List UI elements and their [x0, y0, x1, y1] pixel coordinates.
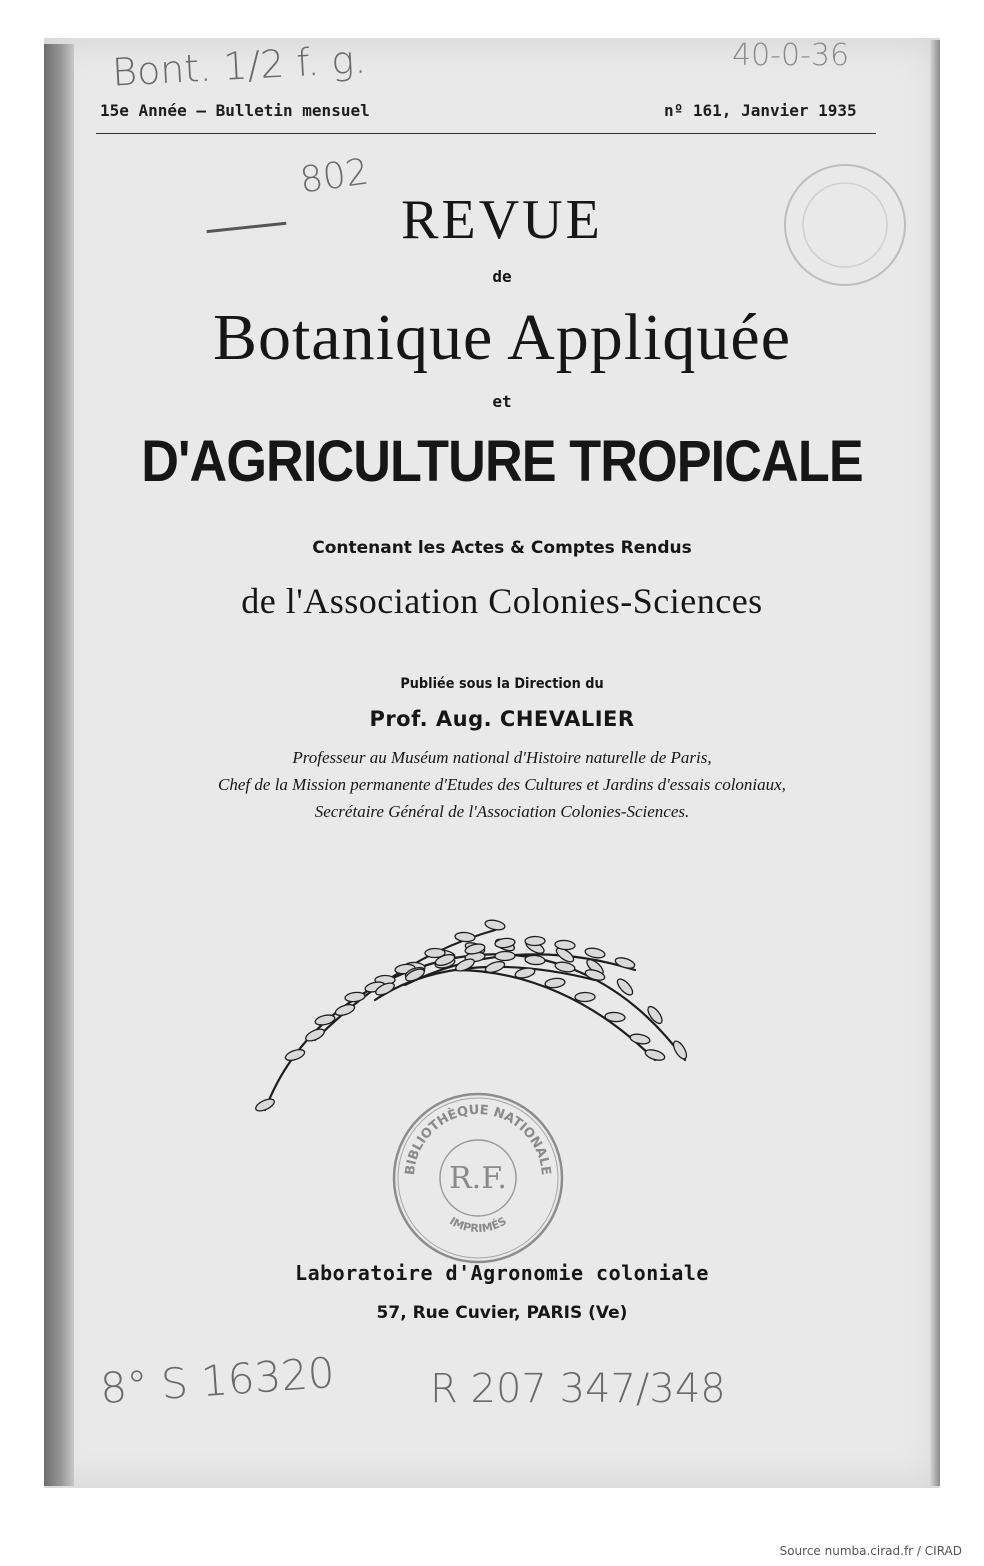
publisher-name: Laboratoire d'Agronomie coloniale	[295, 1261, 709, 1285]
handwritten-shelfmark: 8° S 16320	[98, 1347, 337, 1414]
handwritten-top-right: 40-0-36	[732, 38, 850, 73]
rice-grain	[614, 956, 636, 970]
rice-grain	[334, 1002, 356, 1017]
issue-number-date: nº 161, Janvier 1935	[664, 101, 857, 120]
rice-grain	[484, 959, 506, 974]
stamp-bottom-text: IMPRIMÉS	[447, 1214, 509, 1236]
rice-grain	[455, 932, 476, 943]
rice-grain	[645, 1004, 664, 1025]
bibliotheque-nationale-stamp-icon	[390, 1090, 566, 1266]
rice-grain	[575, 992, 595, 1001]
subtitle-contenant: Contenant les Actes & Comptes Rendus	[312, 538, 692, 558]
handwritten-margin-code: 802	[297, 151, 372, 202]
page-right-edge	[930, 40, 940, 1486]
title-et: et	[492, 392, 512, 411]
title-revue: REVUE	[401, 189, 603, 251]
rice-panicle-icon	[255, 910, 705, 1120]
rice-grain	[284, 1047, 306, 1062]
direction-intro: Publiée sous la Direction du	[400, 676, 604, 692]
handwritten-call-number: R 207 347/348	[430, 1366, 726, 1412]
handwritten-top-left: Bont. 1/2 f. g.	[111, 37, 368, 95]
rice-grain	[495, 951, 515, 960]
stamp-outer-text: BIBLIOTHÈQUE NATIONALE	[402, 1102, 554, 1176]
subtitle-association: de l'Association Colonies-Sciences	[241, 581, 763, 621]
rice-grain	[671, 1039, 689, 1061]
source-credit: Source numba.cirad.fr / CIRAD	[779, 1544, 962, 1558]
stamp-center-text: R.F.	[449, 1161, 507, 1196]
rice-grain	[345, 991, 366, 1002]
rice-grain	[629, 1033, 650, 1046]
director-role: Chef de la Mission permanente d'Etudes des Cultures et Jardins d'essais coloniaux,	[218, 775, 786, 794]
svg-text:IMPRIMÉS	[447, 1214, 509, 1235]
title-de: de	[492, 267, 512, 286]
director-role: Professeur au Muséum national d'Histoire naturelle de Paris,	[292, 748, 712, 767]
issue-year-series: 15e Année — Bulletin mensuel	[100, 101, 370, 120]
rice-grain	[525, 955, 546, 966]
binding-spine	[44, 44, 74, 1486]
rice-grain	[584, 947, 605, 960]
title-agriculture-tropicale: D'AGRICULTURE TROPICALE	[141, 429, 863, 494]
rice-grain	[545, 977, 566, 988]
rice-grain	[644, 1048, 666, 1062]
publisher-address: 57, Rue Cuvier, PARIS (Ve)	[376, 1303, 628, 1323]
rice-grain	[525, 936, 545, 945]
rice-grain	[484, 919, 505, 932]
title-botanique: Botanique Appliquée	[212, 301, 792, 374]
header-rule	[96, 133, 876, 134]
director-name: Prof. Aug. CHEVALIER	[369, 707, 635, 731]
director-role: Secrétaire Général de l'Association Colonies-Sciences.	[314, 802, 690, 821]
